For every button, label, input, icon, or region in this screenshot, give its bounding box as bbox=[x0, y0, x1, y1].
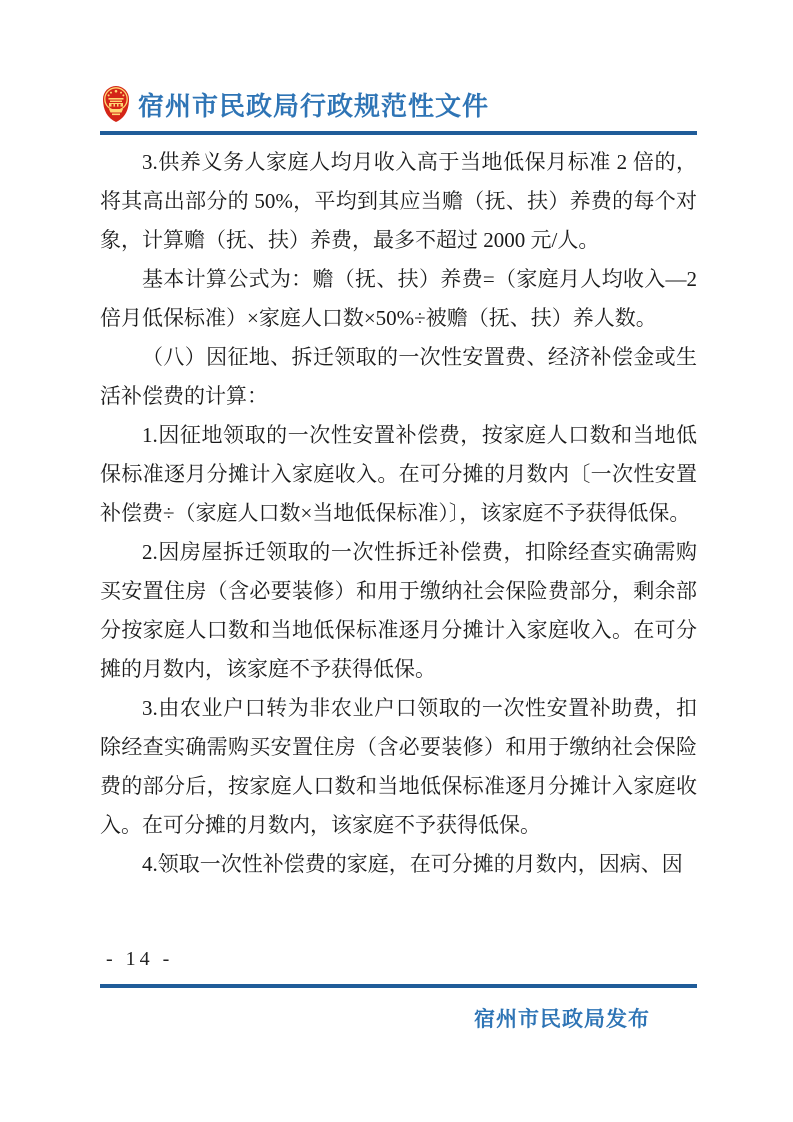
document-header-title: 宿州市民政局行政规范性文件 bbox=[138, 90, 490, 121]
paragraph: 3.由农业户口转为非农业户口领取的一次性安置补助费，扣除经查实确需购买安置住房（含必要装修）和用于缴纳社会保险费的部分后，按家庭人口数和当地低保标准逐月分摊计入家庭收入。在可分摊的月数内，该家庭不予获得低保。 bbox=[100, 696, 697, 837]
paragraph: 2.因房屋拆迁领取的一次性拆迁补偿费，扣除经查实确需购买安置住房（含必要装修）和用于缴纳社会保险费部分，剩余部分按家庭人口数和当地低保标准逐月分摊计入家庭收入。在可分摊的月数内，该家庭不予获得低保。 bbox=[100, 540, 697, 681]
publisher-label: 宿州市民政局发布 bbox=[474, 1008, 650, 1031]
document-body bbox=[100, 135, 697, 884]
paragraph: 4.领取一次性补偿费的家庭，在可分摊的月数内，因病、因 bbox=[142, 852, 683, 876]
document-header bbox=[100, 84, 697, 135]
paragraph: 基本计算公式为：赡（抚、扶）养费=（家庭月人均收入—2倍月低保标准）×家庭人口数×50%÷被赡（抚、扶）养人数。 bbox=[100, 267, 697, 330]
footer-rule bbox=[100, 984, 697, 988]
paragraph: 3.供养义务人家庭人均月收入高于当地低保月标准 2 倍的，将其高出部分的 50%，平均到其应当赡（抚、扶）养费的每个对象，计算赡（抚、扶）养费，最多不超过 2000 元/人。 bbox=[100, 150, 697, 252]
national-emblem-icon bbox=[100, 84, 132, 124]
paragraph: （八）因征地、拆迁领取的一次性安置费、经济补偿金或生活补偿费的计算： bbox=[100, 345, 697, 408]
content-area bbox=[100, 84, 697, 884]
page-number: - 14 - bbox=[106, 948, 174, 970]
paragraph: 1.因征地领取的一次性安置补偿费，按家庭人口数和当地低保标准逐月分摊计入家庭收入。在可分摊的月数内〔一次性安置补偿费÷（家庭人口数×当地低保标准）〕，该家庭不予获得低保。 bbox=[100, 423, 697, 525]
